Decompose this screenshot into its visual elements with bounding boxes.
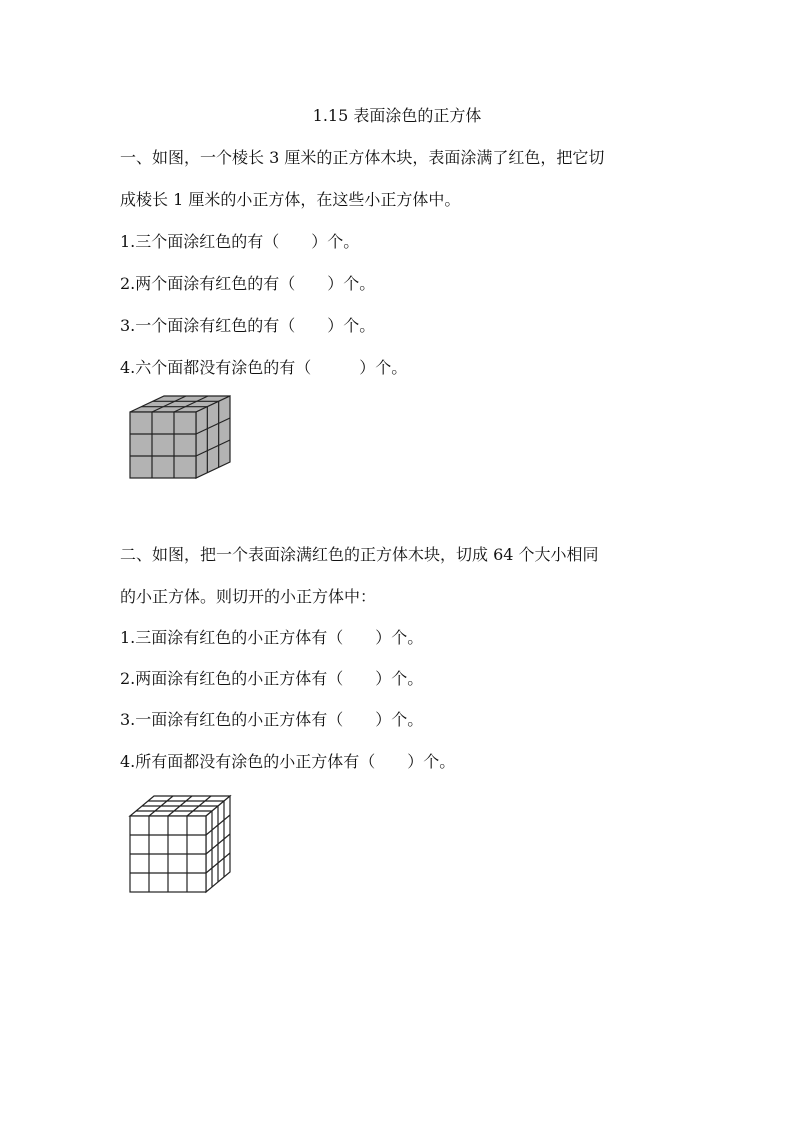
page-title: 1.15 表面涂色的正方体 xyxy=(312,106,482,125)
section2-intro-line1: 二、如图，把一个表面涂满红色的正方体木块，切成 64 个大小相同 xyxy=(120,545,599,564)
section1-question-1: 1.三个面涂红色的有（ ）个。 xyxy=(120,232,360,251)
section2-question-1: 1.三面涂有红色的小正方体有（ ）个。 xyxy=(120,628,424,647)
section1-question-2: 2.两个面涂有红色的有（ ）个。 xyxy=(120,274,376,293)
cube-figure-4x4 xyxy=(126,792,238,898)
cube-figure-3x3 xyxy=(126,394,236,490)
section1-question-3: 3.一个面涂有红色的有（ ）个。 xyxy=(120,316,376,335)
section2-question-4: 4.所有面都没有涂色的小正方体有（ ）个。 xyxy=(120,752,456,771)
section1-intro-line1: 一、如图，一个棱长 3 厘米的正方体木块，表面涂满了红色，把它切 xyxy=(120,148,605,167)
section2-intro-line2: 的小正方体。则切开的小正方体中： xyxy=(120,587,377,606)
section2-question-3: 3.一面涂有红色的小正方体有（ ）个。 xyxy=(120,710,424,729)
section1-intro-line2: 成棱长 1 厘米的小正方体，在这些小正方体中。 xyxy=(120,190,461,209)
section1-question-4: 4.六个面都没有涂色的有（ ）个。 xyxy=(120,358,408,377)
cube-front-face xyxy=(130,412,196,478)
section2-question-2: 2.两面涂有红色的小正方体有（ ）个。 xyxy=(120,669,424,688)
